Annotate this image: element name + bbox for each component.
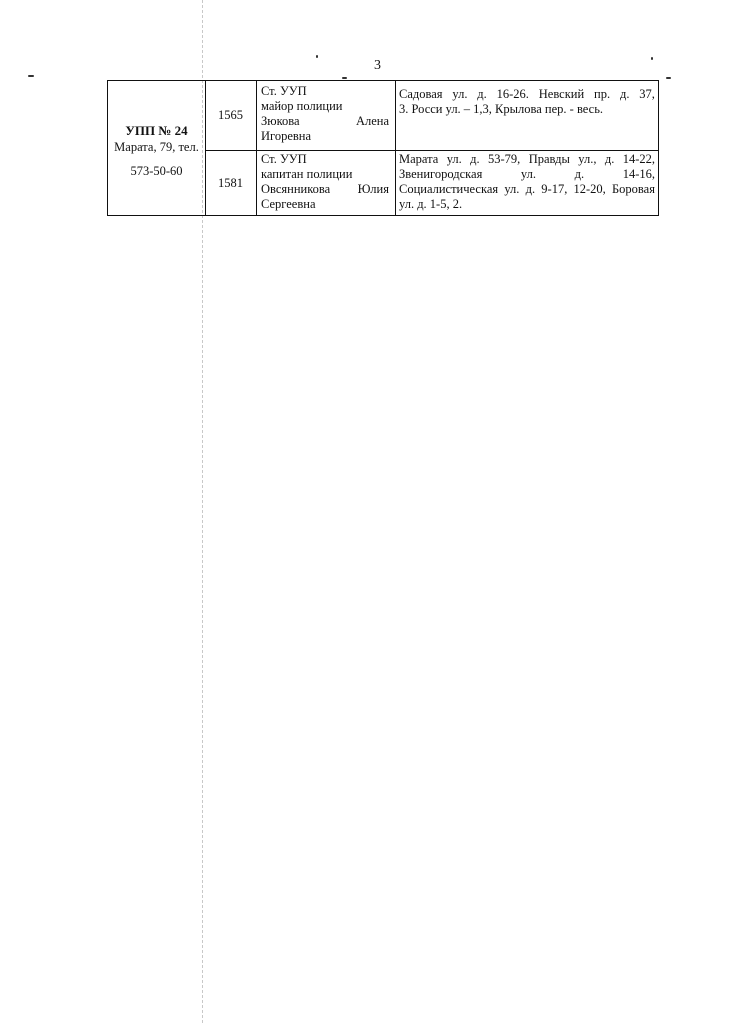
address-word: Социалистическая: [399, 182, 499, 196]
station-phone: 573-50-60: [130, 164, 183, 178]
scan-speck: [666, 77, 671, 79]
address-word: 14-16,: [622, 167, 655, 181]
officer-rank: майор полиции: [261, 99, 343, 113]
officer-rank: капитан полиции: [261, 167, 353, 181]
address-word: д.: [477, 87, 487, 101]
address-word: д.: [574, 167, 585, 181]
officer-surname: Зюкова: [261, 114, 300, 128]
officer-patronymic: Сергеевна: [261, 197, 316, 211]
officer-name-line: [261, 114, 389, 129]
scan-speck: [342, 77, 347, 79]
officer-cell: [261, 84, 389, 144]
address-word: 16-26.: [496, 87, 529, 101]
column-divider: [205, 81, 206, 215]
officer-first-name: Юлия: [357, 182, 389, 196]
station-address: Марата, 79, тел.: [114, 140, 199, 154]
column-divider: [395, 81, 396, 215]
address-word: 14-22,: [622, 152, 655, 166]
address-cell: [399, 87, 655, 117]
scan-speck: [28, 75, 34, 77]
address-word: Звенигородская: [399, 167, 483, 181]
address-word: ул.: [504, 182, 520, 196]
address-word: д.: [525, 182, 536, 196]
address-word: Марата: [399, 152, 439, 166]
address-line: [399, 167, 655, 182]
address-word: Боровая: [612, 182, 655, 196]
precinct-table: [107, 80, 659, 216]
scan-speck: [316, 55, 318, 58]
officer-surname: Овсянникова: [261, 182, 331, 196]
officer-patronymic: Игоревна: [261, 129, 312, 143]
address-line: 3. Росси ул. – 1,3, Крылова пер. - весь.: [399, 102, 604, 116]
address-line: [399, 152, 655, 167]
precinct-number: 1581: [218, 176, 243, 190]
address-line: [399, 182, 655, 197]
officer-rank-title: Ст. УУП: [261, 84, 307, 98]
officer-rank-title: Ст. УУП: [261, 152, 307, 166]
address-word: 12-20,: [573, 182, 606, 196]
address-word: 9-17,: [541, 182, 568, 196]
address-word: Садовая: [399, 87, 443, 101]
address-line: [399, 87, 655, 102]
station-title: УПП № 24: [125, 123, 188, 138]
address-word: ул.: [520, 167, 536, 181]
address-word: 53-79,: [488, 152, 521, 166]
column-divider: [256, 81, 257, 215]
address-word: ул.: [452, 87, 468, 101]
address-word: пр.: [594, 87, 611, 101]
row-divider: [205, 150, 658, 151]
address-word: ул.,: [578, 152, 597, 166]
officer-name-line: [261, 182, 389, 197]
scan-speck: [651, 57, 653, 60]
officer-cell: [261, 152, 389, 212]
address-word: д.: [470, 152, 480, 166]
station-cell: [108, 123, 205, 179]
address-word: Правды: [528, 152, 570, 166]
address-cell: [399, 152, 655, 212]
address-word: Невский: [538, 87, 585, 101]
address-word: д.: [604, 152, 615, 166]
address-word: ул.: [446, 152, 462, 166]
page-number: 3: [374, 58, 381, 73]
precinct-number: 1565: [218, 108, 243, 122]
officer-first-name: Алена: [355, 114, 389, 128]
address-word: 37,: [639, 87, 655, 101]
address-line: ул. д. 1-5, 2.: [399, 197, 463, 211]
address-word: д.: [619, 87, 630, 101]
